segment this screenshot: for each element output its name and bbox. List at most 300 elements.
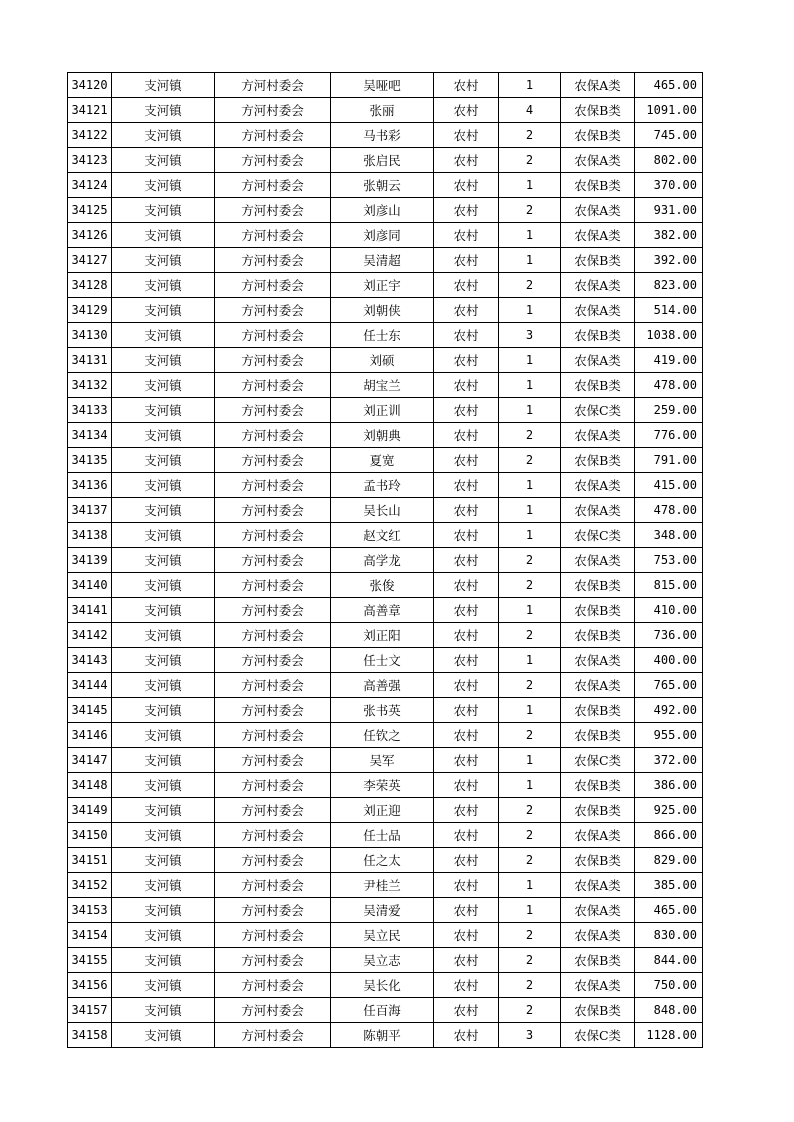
insurance-class-cell: 农保B类 <box>561 323 635 348</box>
name-cell: 孟书玲 <box>331 473 434 498</box>
record-id-cell: 34120 <box>68 73 112 98</box>
town-cell: 支河镇 <box>112 498 215 523</box>
village-committee-cell: 方河村委会 <box>215 848 331 873</box>
member-count-cell: 2 <box>499 723 561 748</box>
record-id-cell: 34125 <box>68 198 112 223</box>
table-row <box>68 498 703 523</box>
insurance-class-cell: 农保A类 <box>561 973 635 998</box>
amount-cell: 382.00 <box>635 223 703 248</box>
record-id-cell: 34153 <box>68 898 112 923</box>
insurance-class-cell: 农保A类 <box>561 823 635 848</box>
household-type-cell: 农村 <box>434 148 499 173</box>
member-count-cell: 1 <box>499 873 561 898</box>
household-type-cell: 农村 <box>434 498 499 523</box>
amount-cell: 400.00 <box>635 648 703 673</box>
member-count-cell: 1 <box>499 898 561 923</box>
household-type-cell: 农村 <box>434 648 499 673</box>
record-id-cell: 34158 <box>68 1023 112 1048</box>
table-row <box>68 673 703 698</box>
table-row <box>68 223 703 248</box>
name-cell: 张启民 <box>331 148 434 173</box>
household-type-cell: 农村 <box>434 748 499 773</box>
household-type-cell: 农村 <box>434 348 499 373</box>
member-count-cell: 2 <box>499 998 561 1023</box>
household-type-cell: 农村 <box>434 448 499 473</box>
town-cell: 支河镇 <box>112 748 215 773</box>
record-id-cell: 34147 <box>68 748 112 773</box>
household-type-cell: 农村 <box>434 223 499 248</box>
amount-cell: 866.00 <box>635 823 703 848</box>
amount-cell: 844.00 <box>635 948 703 973</box>
insurance-class-cell: 农保A类 <box>561 298 635 323</box>
town-cell: 支河镇 <box>112 198 215 223</box>
village-committee-cell: 方河村委会 <box>215 498 331 523</box>
amount-cell: 829.00 <box>635 848 703 873</box>
table-row <box>68 798 703 823</box>
member-count-cell: 1 <box>499 223 561 248</box>
household-type-cell: 农村 <box>434 98 499 123</box>
amount-cell: 259.00 <box>635 398 703 423</box>
table-row <box>68 998 703 1023</box>
household-type-cell: 农村 <box>434 273 499 298</box>
household-type-cell: 农村 <box>434 548 499 573</box>
record-id-cell: 34143 <box>68 648 112 673</box>
table-row <box>68 898 703 923</box>
village-committee-cell: 方河村委会 <box>215 248 331 273</box>
member-count-cell: 1 <box>499 373 561 398</box>
town-cell: 支河镇 <box>112 923 215 948</box>
amount-cell: 815.00 <box>635 573 703 598</box>
record-id-cell: 34128 <box>68 273 112 298</box>
town-cell: 支河镇 <box>112 473 215 498</box>
member-count-cell: 2 <box>499 573 561 598</box>
record-id-cell: 34146 <box>68 723 112 748</box>
member-count-cell: 3 <box>499 323 561 348</box>
amount-cell: 372.00 <box>635 748 703 773</box>
amount-cell: 830.00 <box>635 923 703 948</box>
insurance-class-cell: 农保B类 <box>561 948 635 973</box>
record-id-cell: 34124 <box>68 173 112 198</box>
record-id-cell: 34156 <box>68 973 112 998</box>
table-row <box>68 698 703 723</box>
household-type-cell: 农村 <box>434 873 499 898</box>
table-row <box>68 73 703 98</box>
name-cell: 高学龙 <box>331 548 434 573</box>
town-cell: 支河镇 <box>112 123 215 148</box>
town-cell: 支河镇 <box>112 598 215 623</box>
member-count-cell: 2 <box>499 623 561 648</box>
member-count-cell: 2 <box>499 823 561 848</box>
amount-cell: 802.00 <box>635 148 703 173</box>
member-count-cell: 1 <box>499 248 561 273</box>
amount-cell: 348.00 <box>635 523 703 548</box>
name-cell: 吴立民 <box>331 923 434 948</box>
table-row <box>68 398 703 423</box>
record-id-cell: 34145 <box>68 698 112 723</box>
member-count-cell: 1 <box>499 73 561 98</box>
insurance-class-cell: 农保A类 <box>561 348 635 373</box>
village-committee-cell: 方河村委会 <box>215 398 331 423</box>
town-cell: 支河镇 <box>112 448 215 473</box>
village-committee-cell: 方河村委会 <box>215 548 331 573</box>
household-type-cell: 农村 <box>434 898 499 923</box>
town-cell: 支河镇 <box>112 173 215 198</box>
village-committee-cell: 方河村委会 <box>215 198 331 223</box>
name-cell: 马书彩 <box>331 123 434 148</box>
record-id-cell: 34150 <box>68 823 112 848</box>
town-cell: 支河镇 <box>112 798 215 823</box>
table-row <box>68 248 703 273</box>
member-count-cell: 1 <box>499 348 561 373</box>
amount-cell: 765.00 <box>635 673 703 698</box>
record-id-cell: 34137 <box>68 498 112 523</box>
household-type-cell: 农村 <box>434 398 499 423</box>
insurance-class-cell: 农保C类 <box>561 1023 635 1048</box>
amount-cell: 753.00 <box>635 548 703 573</box>
village-committee-cell: 方河村委会 <box>215 773 331 798</box>
village-committee-cell: 方河村委会 <box>215 598 331 623</box>
insurance-class-cell: 农保B类 <box>561 623 635 648</box>
name-cell: 张俊 <box>331 573 434 598</box>
household-type-cell: 农村 <box>434 948 499 973</box>
name-cell: 吴哑吧 <box>331 73 434 98</box>
amount-cell: 410.00 <box>635 598 703 623</box>
name-cell: 任士文 <box>331 648 434 673</box>
amount-cell: 419.00 <box>635 348 703 373</box>
table-row <box>68 348 703 373</box>
insurance-class-cell: 农保A类 <box>561 923 635 948</box>
member-count-cell: 2 <box>499 423 561 448</box>
insurance-class-cell: 农保B类 <box>561 573 635 598</box>
town-cell: 支河镇 <box>112 1023 215 1048</box>
name-cell: 吴清超 <box>331 248 434 273</box>
amount-cell: 931.00 <box>635 198 703 223</box>
member-count-cell: 2 <box>499 673 561 698</box>
record-id-cell: 34149 <box>68 798 112 823</box>
amount-cell: 791.00 <box>635 448 703 473</box>
table-row <box>68 823 703 848</box>
town-cell: 支河镇 <box>112 848 215 873</box>
insurance-class-cell: 农保A类 <box>561 673 635 698</box>
amount-cell: 745.00 <box>635 123 703 148</box>
member-count-cell: 1 <box>499 473 561 498</box>
table-row <box>68 623 703 648</box>
amount-cell: 385.00 <box>635 873 703 898</box>
village-committee-cell: 方河村委会 <box>215 923 331 948</box>
table-row <box>68 98 703 123</box>
table-row <box>68 723 703 748</box>
insurance-class-cell: 农保B类 <box>561 123 635 148</box>
record-id-cell: 34155 <box>68 948 112 973</box>
member-count-cell: 1 <box>499 598 561 623</box>
name-cell: 刘彦山 <box>331 198 434 223</box>
village-committee-cell: 方河村委会 <box>215 998 331 1023</box>
village-committee-cell: 方河村委会 <box>215 648 331 673</box>
household-type-cell: 农村 <box>434 923 499 948</box>
town-cell: 支河镇 <box>112 673 215 698</box>
amount-cell: 955.00 <box>635 723 703 748</box>
town-cell: 支河镇 <box>112 298 215 323</box>
insurance-class-cell: 农保A类 <box>561 498 635 523</box>
village-committee-cell: 方河村委会 <box>215 698 331 723</box>
household-type-cell: 农村 <box>434 573 499 598</box>
village-committee-cell: 方河村委会 <box>215 148 331 173</box>
table-row <box>68 1023 703 1048</box>
member-count-cell: 1 <box>499 173 561 198</box>
name-cell: 刘彦同 <box>331 223 434 248</box>
insurance-class-cell: 农保B类 <box>561 598 635 623</box>
village-committee-cell: 方河村委会 <box>215 798 331 823</box>
name-cell: 赵文红 <box>331 523 434 548</box>
table-row <box>68 973 703 998</box>
household-type-cell: 农村 <box>434 848 499 873</box>
household-type-cell: 农村 <box>434 473 499 498</box>
insurance-class-cell: 农保B类 <box>561 173 635 198</box>
name-cell: 陈朝平 <box>331 1023 434 1048</box>
insurance-class-cell: 农保A类 <box>561 423 635 448</box>
member-count-cell: 4 <box>499 98 561 123</box>
amount-cell: 492.00 <box>635 698 703 723</box>
village-committee-cell: 方河村委会 <box>215 948 331 973</box>
household-type-cell: 农村 <box>434 523 499 548</box>
table-row <box>68 648 703 673</box>
table-row <box>68 748 703 773</box>
member-count-cell: 2 <box>499 548 561 573</box>
member-count-cell: 2 <box>499 123 561 148</box>
name-cell: 吴长化 <box>331 973 434 998</box>
insurance-class-cell: 农保B类 <box>561 998 635 1023</box>
record-id-cell: 34140 <box>68 573 112 598</box>
name-cell: 刘正训 <box>331 398 434 423</box>
insurance-class-cell: 农保B类 <box>561 448 635 473</box>
household-type-cell: 农村 <box>434 323 499 348</box>
town-cell: 支河镇 <box>112 698 215 723</box>
name-cell: 吴军 <box>331 748 434 773</box>
record-id-cell: 34154 <box>68 923 112 948</box>
insurance-class-cell: 农保A类 <box>561 198 635 223</box>
record-id-cell: 34148 <box>68 773 112 798</box>
member-count-cell: 1 <box>499 773 561 798</box>
name-cell: 刘正迎 <box>331 798 434 823</box>
name-cell: 刘正宇 <box>331 273 434 298</box>
table-row <box>68 548 703 573</box>
household-type-cell: 农村 <box>434 373 499 398</box>
name-cell: 张丽 <box>331 98 434 123</box>
household-type-cell: 农村 <box>434 798 499 823</box>
record-id-cell: 34126 <box>68 223 112 248</box>
table-row <box>68 198 703 223</box>
village-committee-cell: 方河村委会 <box>215 473 331 498</box>
insurance-class-cell: 农保B类 <box>561 373 635 398</box>
table-row <box>68 148 703 173</box>
insurance-class-cell: 农保B类 <box>561 723 635 748</box>
record-id-cell: 34127 <box>68 248 112 273</box>
record-id-cell: 34135 <box>68 448 112 473</box>
member-count-cell: 3 <box>499 1023 561 1048</box>
town-cell: 支河镇 <box>112 348 215 373</box>
town-cell: 支河镇 <box>112 773 215 798</box>
town-cell: 支河镇 <box>112 273 215 298</box>
town-cell: 支河镇 <box>112 398 215 423</box>
name-cell: 胡宝兰 <box>331 373 434 398</box>
record-id-cell: 34144 <box>68 673 112 698</box>
amount-cell: 823.00 <box>635 273 703 298</box>
village-committee-cell: 方河村委会 <box>215 423 331 448</box>
village-committee-cell: 方河村委会 <box>215 448 331 473</box>
amount-cell: 848.00 <box>635 998 703 1023</box>
amount-cell: 1091.00 <box>635 98 703 123</box>
insurance-class-cell: 农保B类 <box>561 798 635 823</box>
table-row <box>68 423 703 448</box>
member-count-cell: 2 <box>499 923 561 948</box>
town-cell: 支河镇 <box>112 148 215 173</box>
town-cell: 支河镇 <box>112 73 215 98</box>
member-count-cell: 1 <box>499 398 561 423</box>
record-id-cell: 34123 <box>68 148 112 173</box>
record-id-cell: 34134 <box>68 423 112 448</box>
village-committee-cell: 方河村委会 <box>215 573 331 598</box>
table-row <box>68 173 703 198</box>
name-cell: 任士东 <box>331 323 434 348</box>
household-type-cell: 农村 <box>434 423 499 448</box>
insurance-class-cell: 农保B类 <box>561 773 635 798</box>
table-row <box>68 123 703 148</box>
record-id-cell: 34142 <box>68 623 112 648</box>
member-count-cell: 2 <box>499 448 561 473</box>
village-committee-cell: 方河村委会 <box>215 1023 331 1048</box>
town-cell: 支河镇 <box>112 823 215 848</box>
record-id-cell: 34138 <box>68 523 112 548</box>
record-id-cell: 34152 <box>68 873 112 898</box>
household-type-cell: 农村 <box>434 773 499 798</box>
name-cell: 吴长山 <box>331 498 434 523</box>
village-committee-cell: 方河村委会 <box>215 523 331 548</box>
member-count-cell: 2 <box>499 848 561 873</box>
member-count-cell: 1 <box>499 498 561 523</box>
insurance-class-cell: 农保A类 <box>561 473 635 498</box>
record-id-cell: 34136 <box>68 473 112 498</box>
town-cell: 支河镇 <box>112 523 215 548</box>
name-cell: 任百海 <box>331 998 434 1023</box>
record-id-cell: 34132 <box>68 373 112 398</box>
record-id-cell: 34139 <box>68 548 112 573</box>
household-type-cell: 农村 <box>434 298 499 323</box>
insurance-class-cell: 农保C类 <box>561 398 635 423</box>
table-row <box>68 473 703 498</box>
household-type-cell: 农村 <box>434 998 499 1023</box>
town-cell: 支河镇 <box>112 248 215 273</box>
town-cell: 支河镇 <box>112 973 215 998</box>
village-committee-cell: 方河村委会 <box>215 73 331 98</box>
table-row <box>68 948 703 973</box>
name-cell: 吴立志 <box>331 948 434 973</box>
insurance-class-cell: 农保B类 <box>561 848 635 873</box>
household-type-cell: 农村 <box>434 1023 499 1048</box>
village-committee-cell: 方河村委会 <box>215 223 331 248</box>
member-count-cell: 1 <box>499 698 561 723</box>
amount-cell: 478.00 <box>635 498 703 523</box>
amount-cell: 392.00 <box>635 248 703 273</box>
member-count-cell: 2 <box>499 273 561 298</box>
town-cell: 支河镇 <box>112 648 215 673</box>
town-cell: 支河镇 <box>112 948 215 973</box>
insurance-class-cell: 农保A类 <box>561 548 635 573</box>
town-cell: 支河镇 <box>112 323 215 348</box>
insurance-class-cell: 农保A类 <box>561 73 635 98</box>
table-row <box>68 448 703 473</box>
record-id-cell: 34157 <box>68 998 112 1023</box>
household-type-cell: 农村 <box>434 823 499 848</box>
name-cell: 刘硕 <box>331 348 434 373</box>
name-cell: 尹桂兰 <box>331 873 434 898</box>
town-cell: 支河镇 <box>112 723 215 748</box>
town-cell: 支河镇 <box>112 548 215 573</box>
record-id-cell: 34129 <box>68 298 112 323</box>
member-count-cell: 1 <box>499 648 561 673</box>
member-count-cell: 1 <box>499 298 561 323</box>
household-type-cell: 农村 <box>434 698 499 723</box>
name-cell: 张朝云 <box>331 173 434 198</box>
record-id-cell: 34151 <box>68 848 112 873</box>
table-row <box>68 573 703 598</box>
table-row <box>68 373 703 398</box>
member-count-cell: 1 <box>499 523 561 548</box>
amount-cell: 465.00 <box>635 73 703 98</box>
amount-cell: 776.00 <box>635 423 703 448</box>
name-cell: 刘正阳 <box>331 623 434 648</box>
town-cell: 支河镇 <box>112 873 215 898</box>
village-committee-cell: 方河村委会 <box>215 348 331 373</box>
name-cell: 刘朝典 <box>331 423 434 448</box>
insurance-class-cell: 农保A类 <box>561 648 635 673</box>
village-committee-cell: 方河村委会 <box>215 748 331 773</box>
table-row <box>68 848 703 873</box>
village-committee-cell: 方河村委会 <box>215 873 331 898</box>
household-type-cell: 农村 <box>434 673 499 698</box>
table-row <box>68 923 703 948</box>
name-cell: 刘朝侠 <box>331 298 434 323</box>
insurance-class-cell: 农保A类 <box>561 273 635 298</box>
household-type-cell: 农村 <box>434 248 499 273</box>
town-cell: 支河镇 <box>112 423 215 448</box>
town-cell: 支河镇 <box>112 898 215 923</box>
name-cell: 夏宽 <box>331 448 434 473</box>
village-committee-cell: 方河村委会 <box>215 173 331 198</box>
record-id-cell: 34121 <box>68 98 112 123</box>
table-row <box>68 323 703 348</box>
village-committee-cell: 方河村委会 <box>215 98 331 123</box>
amount-cell: 925.00 <box>635 798 703 823</box>
name-cell: 高善章 <box>331 598 434 623</box>
household-type-cell: 农村 <box>434 623 499 648</box>
record-id-cell: 34133 <box>68 398 112 423</box>
village-committee-cell: 方河村委会 <box>215 723 331 748</box>
village-committee-cell: 方河村委会 <box>215 123 331 148</box>
household-type-cell: 农村 <box>434 123 499 148</box>
member-count-cell: 2 <box>499 973 561 998</box>
insurance-class-cell: 农保A类 <box>561 223 635 248</box>
insurance-class-cell: 农保C类 <box>561 523 635 548</box>
amount-cell: 750.00 <box>635 973 703 998</box>
amount-cell: 1038.00 <box>635 323 703 348</box>
town-cell: 支河镇 <box>112 998 215 1023</box>
insurance-class-cell: 农保C类 <box>561 748 635 773</box>
town-cell: 支河镇 <box>112 373 215 398</box>
name-cell: 李荣英 <box>331 773 434 798</box>
household-type-cell: 农村 <box>434 173 499 198</box>
record-id-cell: 34122 <box>68 123 112 148</box>
amount-cell: 736.00 <box>635 623 703 648</box>
